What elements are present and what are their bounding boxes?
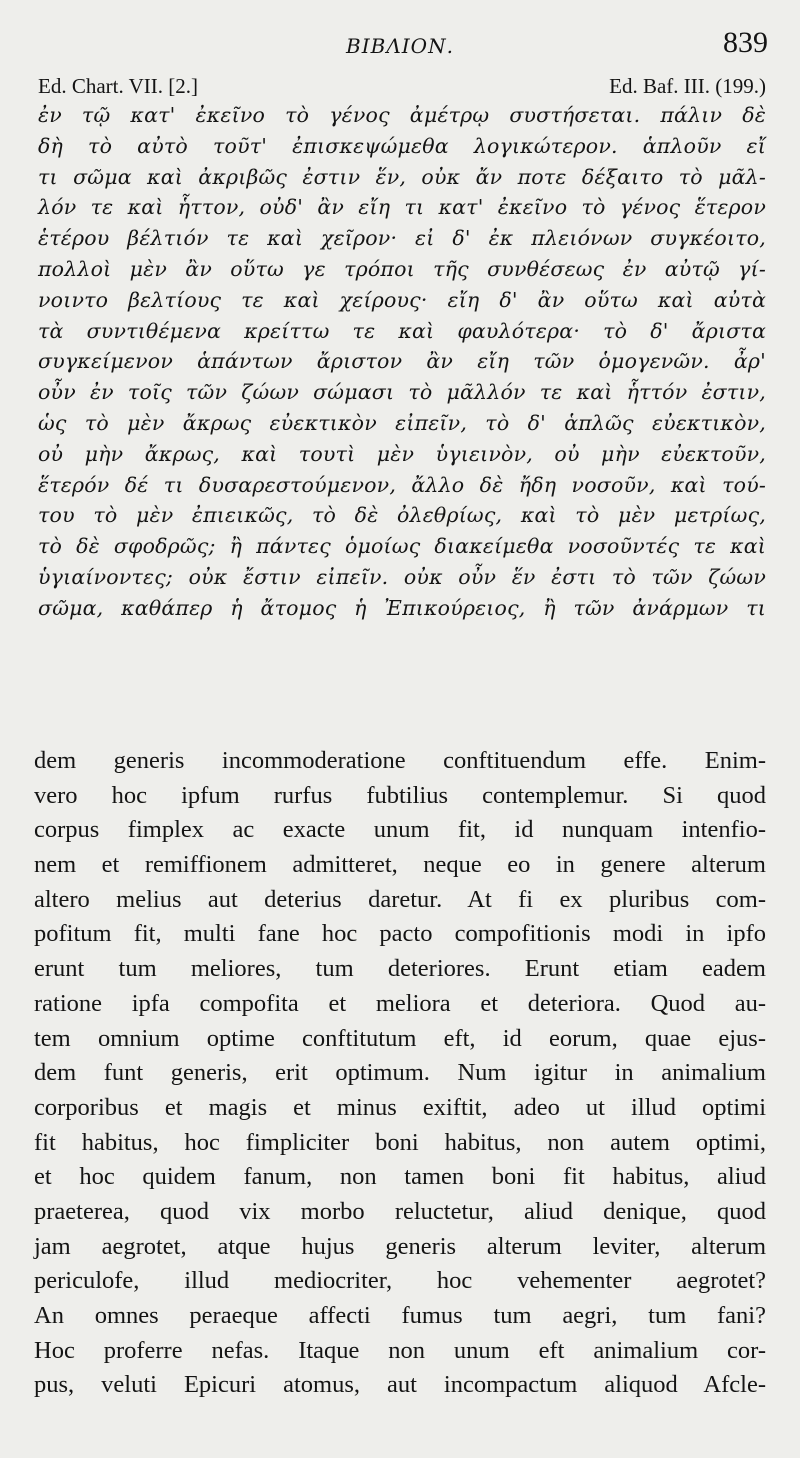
greek-line: ὡς τὸ μὲν ἄκρως εὐεκτικὸν εἰπεῖν, τὸ δ' ἁπλῶς εὐεκτικὸν, <box>38 410 766 435</box>
greek-line: συγκείμενον ἁπάντων ἄριστον ἂν εἴη τῶν ὁμογενῶν. ἆρ' <box>38 349 766 374</box>
latin-line: fit habitus, hoc fimpliciter boni habitus, non autem optimi, <box>34 1128 766 1156</box>
running-head: BIBΛΙΟΝ. <box>346 34 454 58</box>
edition-basel-reference: Ed. Baf. III. (199.) <box>609 74 766 98</box>
edition-reference-line <box>38 68 766 98</box>
latin-line: pus, veluti Epicuri atomus, aut incompactum aliquod Afcle- <box>34 1371 766 1399</box>
latin-line: jam aegrotet, atque hujus generis alterum leviter, alterum <box>34 1232 766 1260</box>
greek-line: ὑγιαίνοντες; οὐκ ἔστιν εἰπεῖν. οὐκ οὖν ἕν ἐστι τὸ τῶν ζώων <box>38 564 766 589</box>
greek-line: λόν τε καὶ ἧττον, οὐδ' ἂν εἴη τι κατ' ἐκεῖνο τὸ γένος ἕτερον <box>38 195 766 220</box>
greek-line: ἑτέρου βέλτιόν τε καὶ χεῖρον· εἰ δ' ἐκ πλειόνων συγκέοιτο, <box>38 226 766 251</box>
greek-line: του τὸ μὲν ἐπιεικῶς, τὸ δὲ ὀλεθρίως, καὶ τὸ μὲν μετρίως, <box>38 503 766 528</box>
latin-text-block <box>34 744 766 1403</box>
latin-line: Hoc proferre nefas. Itaque non unum eft animalium cor- <box>34 1336 766 1364</box>
latin-line: An omnes peraeque affecti fumus tum aegri, tum fani? <box>34 1302 766 1329</box>
greek-line: πολλοὶ μὲν ἂν οὕτω γε τρόποι τῆς συνθέσεως ἐν αὐτῷ γί- <box>38 256 766 281</box>
latin-line: corporibus et magis et minus exiftit, adeo ut illud optimi <box>34 1093 766 1121</box>
latin-line: dem generis incommoderatione conftituendum effe. Enim- <box>34 747 766 774</box>
greek-line: τὸ δὲ σφοδρῶς; ἢ πάντες ὁμοίως διακείμεθα νοσοῦντές τε καὶ <box>38 534 766 559</box>
greek-line: οὖν ἐν τοῖς τῶν ζώων σώμασι τὸ μᾶλλόν τε καὶ ἧττόν ἐστιν, <box>38 380 766 405</box>
latin-line: corpus fimplex ac exacte unum fit, id nunquam intenfio- <box>34 816 766 844</box>
latin-line: ratione ipfa compofita et meliora et deteriora. Quod au- <box>34 989 766 1017</box>
greek-line: τὰ συντιθέμενα κρείττω τε καὶ φαυλότερα· τὸ δ' ἄριστα <box>38 318 766 343</box>
greek-line: ἕτερόν δέ τι δυσαρεστούμενον, ἄλλο δὲ ἤδη νοσοῦν, καὶ τού- <box>38 472 766 497</box>
latin-line: et hoc quidem fanum, non tamen boni fit habitus, aliud <box>34 1163 766 1191</box>
latin-line: praeterea, quod vix morbo reluctetur, aliud denique, quod <box>34 1197 766 1225</box>
latin-line: periculofe, illud mediocriter, hoc vehementer aegrotet? <box>34 1267 766 1295</box>
greek-line: σῶμα, καθάπερ ἡ ἄτομος ἡ Ἐπικούρειος, ἢ τῶν ἀνάρμων τι <box>38 595 766 620</box>
latin-line: erunt tum meliores, tum deteriores. Erunt etiam eadem <box>34 955 766 983</box>
latin-line: vero hoc ipfum rurfus fubtilius contemplemur. Si quod <box>34 781 766 809</box>
latin-line: nem et remiffionem admitteret, neque eo in genere alterum <box>34 851 766 879</box>
greek-line: δὴ τὸ αὐτὸ τοῦτ' ἐπισκεψώμεθα λογικώτερον. ἁπλοῦν εἴ <box>38 133 766 158</box>
edition-chart-reference: Ed. Chart. VII. [2.] <box>38 74 198 98</box>
greek-text-block <box>38 100 766 624</box>
greek-line: οὐ μὴν ἄκρως, καὶ τουτὶ μὲν ὑγιεινὸν, οὐ μὴν εὐεκτοῦν, <box>38 441 766 466</box>
greek-line: τι σῶμα καὶ ἀκριβῶς ἐστιν ἕν, οὐκ ἄν ποτε δέξαιτο τὸ μᾶλ- <box>38 164 766 189</box>
greek-line: ἐν τῷ κατ' ἐκεῖνο τὸ γένος ἀμέτρῳ συστήσεται. πάλιν δὲ <box>38 103 766 127</box>
greek-line: νοιντο βελτίους τε καὶ χείρους· εἴη δ' ἂν οὕτω καὶ αὐτὰ <box>38 287 766 312</box>
latin-line: tem omnium optime conftitutum eft, id eorum, quae ejus- <box>34 1024 766 1052</box>
latin-line: dem funt generis, erit optimum. Num igitur in animalium <box>34 1059 766 1087</box>
latin-line: altero melius aut deterius daretur. At fi ex pluribus com- <box>34 885 766 913</box>
page-number: 839 <box>723 26 768 59</box>
latin-line: pofitum fit, multi fane hoc pacto compofitionis modi in ipfo <box>34 920 766 948</box>
